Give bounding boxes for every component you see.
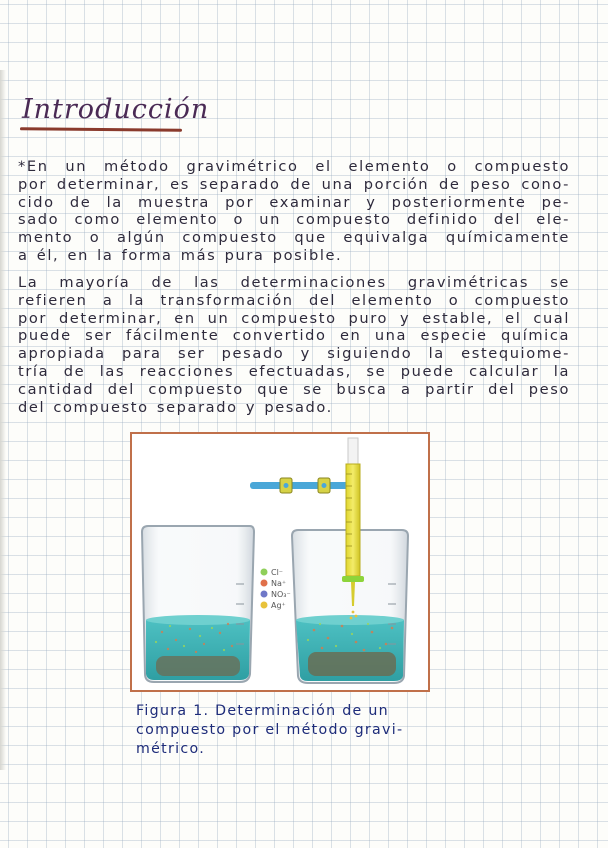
left-beaker: [142, 526, 254, 682]
legend-label: Ag⁺: [271, 601, 286, 610]
caption-line: métrico.: [136, 741, 206, 757]
paragraph-1: [18, 158, 570, 265]
text-line: apropiada para ser pesado y siguiendo la estequiome-: [18, 345, 570, 363]
text-line: *En un método gravimétrico el elemento o compuesto: [18, 158, 570, 175]
text-line: cantidad del compuesto que se busca a partir del peso: [18, 380, 570, 398]
beakers-illustration: [132, 434, 428, 690]
burette-clamp: [250, 478, 350, 493]
text-line: cido de la muestra por examinar y posteriormente pe-: [18, 193, 570, 211]
page-title: Introducción: [22, 94, 210, 125]
legend-label: Cl⁻: [271, 568, 284, 577]
text-line: a él, en la forma más pura posible.: [18, 246, 343, 264]
text-line: sado como elemento o un compuesto definido del ele-: [18, 211, 570, 229]
paragraph-2: [18, 274, 570, 416]
silver-dot: [261, 602, 268, 609]
burette: [342, 438, 364, 606]
text-line: tría de las reacciones efectuadas, se puede calcular la: [18, 362, 570, 380]
text-line: por determinar, en un compuesto puro y estable, el cual: [18, 309, 570, 327]
text-line: del compuesto separado y pesado.: [18, 398, 333, 416]
figure-gravimetric-illustration: [130, 432, 430, 692]
text-line: puede ser fácilmente convertido en una especie química: [18, 327, 570, 345]
chloride-dot: [261, 569, 268, 576]
ion-legend: [261, 568, 291, 610]
text-line: La mayoría de las determinaciones gravimétricas se: [18, 274, 570, 291]
page-margin: [0, 70, 6, 770]
sodium-dot: [261, 580, 268, 587]
caption-line: Figura 1. Determinación de un: [136, 703, 389, 719]
nitrate-dot: [261, 591, 268, 598]
legend-label: Na⁺: [271, 579, 287, 588]
figure-caption: [136, 702, 436, 759]
text-line: refieren a la transformación del elemento o compuesto: [18, 291, 570, 309]
caption-line: compuesto por el método gravi-: [136, 722, 404, 738]
text-line: mento o algún compuesto que equivalga químicamente: [18, 229, 570, 247]
text-line: por determinar, es separado de una porción de peso cono-: [18, 175, 570, 193]
legend-label: NO₃⁻: [271, 590, 291, 599]
